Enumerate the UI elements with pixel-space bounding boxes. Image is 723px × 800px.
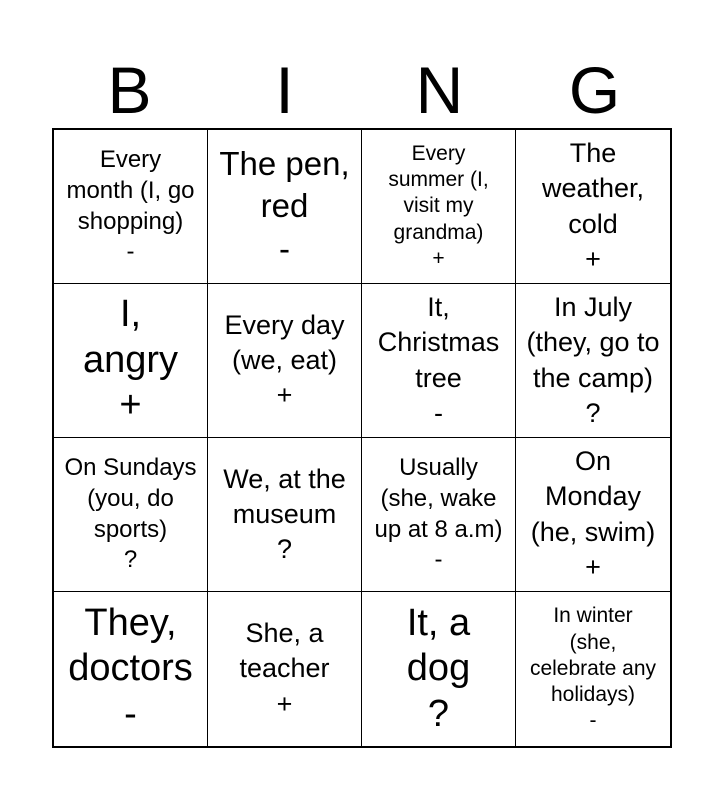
bingo-board bbox=[52, 128, 672, 748]
cell-text: Usually (she, wake up at 8 a.m) - bbox=[374, 454, 503, 574]
cell-text: They, doctors - bbox=[68, 601, 193, 735]
cell-text: Every day (we, eat) + bbox=[224, 309, 345, 411]
cell-text: Every month (I, go shopping) - bbox=[66, 146, 195, 266]
cell-text: In winter (she, celebrate any holidays) - bbox=[529, 604, 657, 733]
cell-text: In July (they, go to the camp) ? bbox=[526, 292, 660, 428]
bingo-cell[interactable] bbox=[362, 130, 516, 284]
header-letter-i: I bbox=[275, 53, 294, 127]
bingo-cell[interactable] bbox=[208, 438, 362, 592]
header-letter-g: G bbox=[568, 53, 621, 127]
cell-text: We, at the museum ? bbox=[223, 463, 346, 565]
header-letter-b: B bbox=[107, 53, 152, 127]
bingo-cell[interactable] bbox=[208, 284, 362, 438]
bingo-cell[interactable] bbox=[516, 130, 670, 284]
bingo-cell[interactable] bbox=[208, 130, 362, 284]
bingo-header bbox=[52, 52, 672, 128]
bingo-cell[interactable] bbox=[54, 130, 208, 284]
cell-text: The pen, red - bbox=[219, 145, 350, 267]
cell-text: On Sundays (you, do sports) ? bbox=[64, 454, 197, 574]
cell-text: The weather, cold + bbox=[541, 138, 645, 274]
cell-text: She, a teacher + bbox=[239, 618, 330, 719]
bingo-cell[interactable] bbox=[362, 438, 516, 592]
bingo-cell[interactable] bbox=[54, 284, 208, 438]
cell-text: On Monday (he, swim) + bbox=[530, 446, 656, 582]
bingo-cell[interactable] bbox=[516, 438, 670, 592]
bingo-cell[interactable] bbox=[54, 592, 208, 746]
bingo-cell[interactable] bbox=[362, 592, 516, 746]
bingo-cell[interactable] bbox=[208, 592, 362, 746]
bingo-cell[interactable] bbox=[54, 438, 208, 592]
cell-text: I, angry + bbox=[82, 293, 179, 427]
header-letter-n: N bbox=[415, 53, 464, 127]
cell-text: Every summer (I, visit my grandma) + bbox=[388, 141, 489, 270]
bingo-cell[interactable] bbox=[516, 592, 670, 746]
cell-text: It, Christmas tree - bbox=[377, 292, 500, 428]
bingo-cell[interactable] bbox=[516, 284, 670, 438]
cell-text: It, a dog ? bbox=[406, 601, 471, 735]
bingo-cell[interactable] bbox=[362, 284, 516, 438]
